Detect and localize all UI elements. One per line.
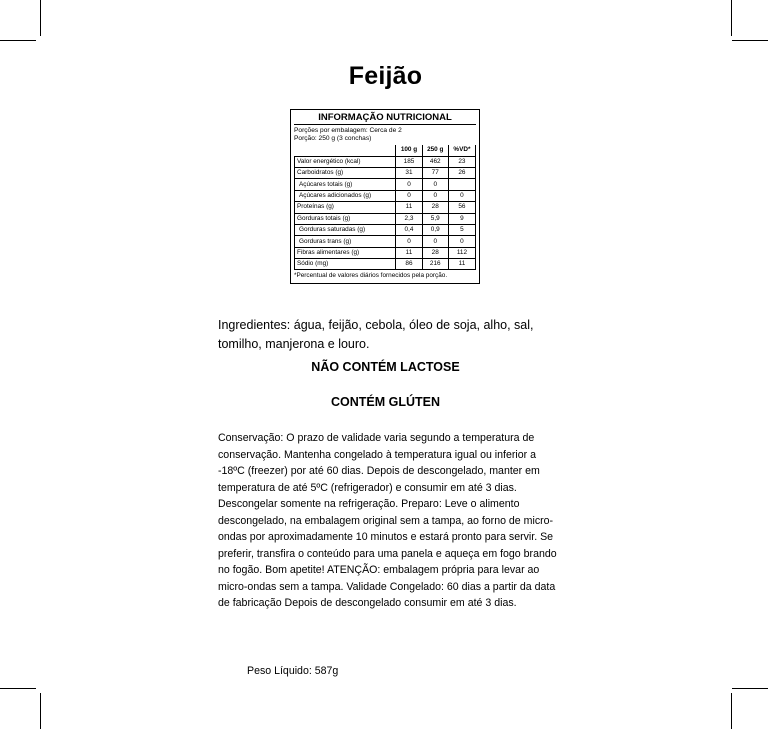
value-daily-percent: 11 [448, 259, 475, 270]
nutrition-grid [294, 145, 476, 270]
nutrition-facts-table [290, 109, 480, 284]
nutrient-name: Açúcares adicionados (g) [295, 190, 396, 201]
value-250g: 28 [422, 247, 448, 258]
nutrition-footnote: *Percentual de valores diários fornecidos pela porção. [294, 272, 448, 280]
nutrition-row [295, 190, 476, 201]
storage-instructions: Conservação: O prazo de validade varia segundo a temperatura de conservação. Mantenha congelado à temperatura igual ou inferior a -18ºC (freezer) por até 60 dias. Depois de descongelado, manter em temperatura de até 5ºC (refrigerador) e consumir em até 3 dias. Descongelar somente na refrigeração. Preparo: Leve o alimento descongelado, na embalagem original sem a tampa, ao forno de micro-ondas por aproximadamente 10 minutos e estará pronto para servir. Se preferir, transfira o conteúdo para uma panela e aqueça em fogo brando no fogão. Bom apetite! ATENÇÃO: embalagem própria para levar ao micro-ondas sem a tampa. Validade Congelado: 60 dias a partir da data de fabricação Depois de descongelado consumir em até 3 dias. [218, 432, 557, 609]
value-daily-percent: 23 [448, 156, 475, 167]
value-250g: 0 [422, 179, 448, 190]
value-daily-percent: 26 [448, 167, 475, 178]
nutrition-row [295, 167, 476, 178]
net-weight: Peso Líquido: 587g [247, 665, 339, 677]
value-daily-percent: 5 [448, 224, 475, 235]
value-daily-percent: 112 [448, 247, 475, 258]
value-250g: 462 [422, 156, 448, 167]
nutrient-name: Valor energético (kcal) [295, 156, 396, 167]
gluten-notice: CONTÉM GLÚTEN [330, 395, 441, 409]
nutrient-name: Gorduras totais (g) [295, 213, 396, 224]
value-250g: 216 [422, 259, 448, 270]
value-250g: 28 [422, 202, 448, 213]
value-100g: 0 [396, 190, 422, 201]
value-daily-percent: 9 [448, 213, 475, 224]
page-title: Feijão [348, 62, 423, 90]
nutrition-row [295, 247, 476, 258]
servings-per-package: Porções por embalagem: Cerca de 2 [294, 127, 402, 134]
nutrient-name: Carboidratos (g) [295, 167, 396, 178]
lactose-notice: NÃO CONTÉM LACTOSE [311, 360, 460, 374]
nutrition-row [295, 236, 476, 247]
crop-mark [0, 40, 36, 41]
value-100g: 0,4 [396, 224, 422, 235]
portion-size: Porção: 250 g (3 conchas) [294, 134, 372, 142]
crop-mark [40, 693, 41, 729]
column-header: %VD* [448, 145, 475, 156]
header-blank [295, 145, 396, 156]
value-daily-percent: 0 [448, 190, 475, 201]
nutrition-row [295, 179, 476, 190]
crop-mark [731, 693, 732, 729]
crop-mark [732, 688, 768, 689]
crop-mark [731, 0, 732, 36]
value-100g: 11 [396, 202, 422, 213]
nutrition-row [295, 224, 476, 235]
value-100g: 0 [396, 179, 422, 190]
value-250g: 0 [422, 236, 448, 247]
value-daily-percent [448, 179, 475, 190]
ingredients-text: Ingredientes: água, feijão, cebola, óleo de soja, alho, sal, tomilho, manjerona e louro. [218, 318, 534, 351]
value-250g: 5,9 [422, 213, 448, 224]
value-daily-percent: 0 [448, 236, 475, 247]
crop-mark [732, 40, 768, 41]
nutrient-name: Gorduras saturadas (g) [295, 224, 396, 235]
nutrition-row [295, 213, 476, 224]
nutrient-name: Gorduras trans (g) [295, 236, 396, 247]
value-250g: 0 [422, 190, 448, 201]
nutrition-row [295, 156, 476, 167]
value-250g: 77 [422, 167, 448, 178]
column-header: 100 g [396, 145, 422, 156]
value-100g: 86 [396, 259, 422, 270]
column-header: 250 g [422, 145, 448, 156]
value-daily-percent: 56 [448, 202, 475, 213]
nutrition-row [295, 259, 476, 270]
value-100g: 0 [396, 236, 422, 247]
nutrition-heading: INFORMAÇÃO NUTRICIONAL [294, 112, 476, 125]
nutrient-name: Sódio (mg) [295, 259, 396, 270]
nutrient-name: Açúcares totais (g) [295, 179, 396, 190]
value-250g: 0,9 [422, 224, 448, 235]
crop-mark [0, 688, 36, 689]
nutrient-name: Fibras alimentares (g) [295, 247, 396, 258]
crop-mark [40, 0, 41, 36]
value-100g: 11 [396, 247, 422, 258]
nutrient-name: Proteínas (g) [295, 202, 396, 213]
value-100g: 2,3 [396, 213, 422, 224]
value-100g: 185 [396, 156, 422, 167]
value-100g: 31 [396, 167, 422, 178]
nutrition-row [295, 202, 476, 213]
